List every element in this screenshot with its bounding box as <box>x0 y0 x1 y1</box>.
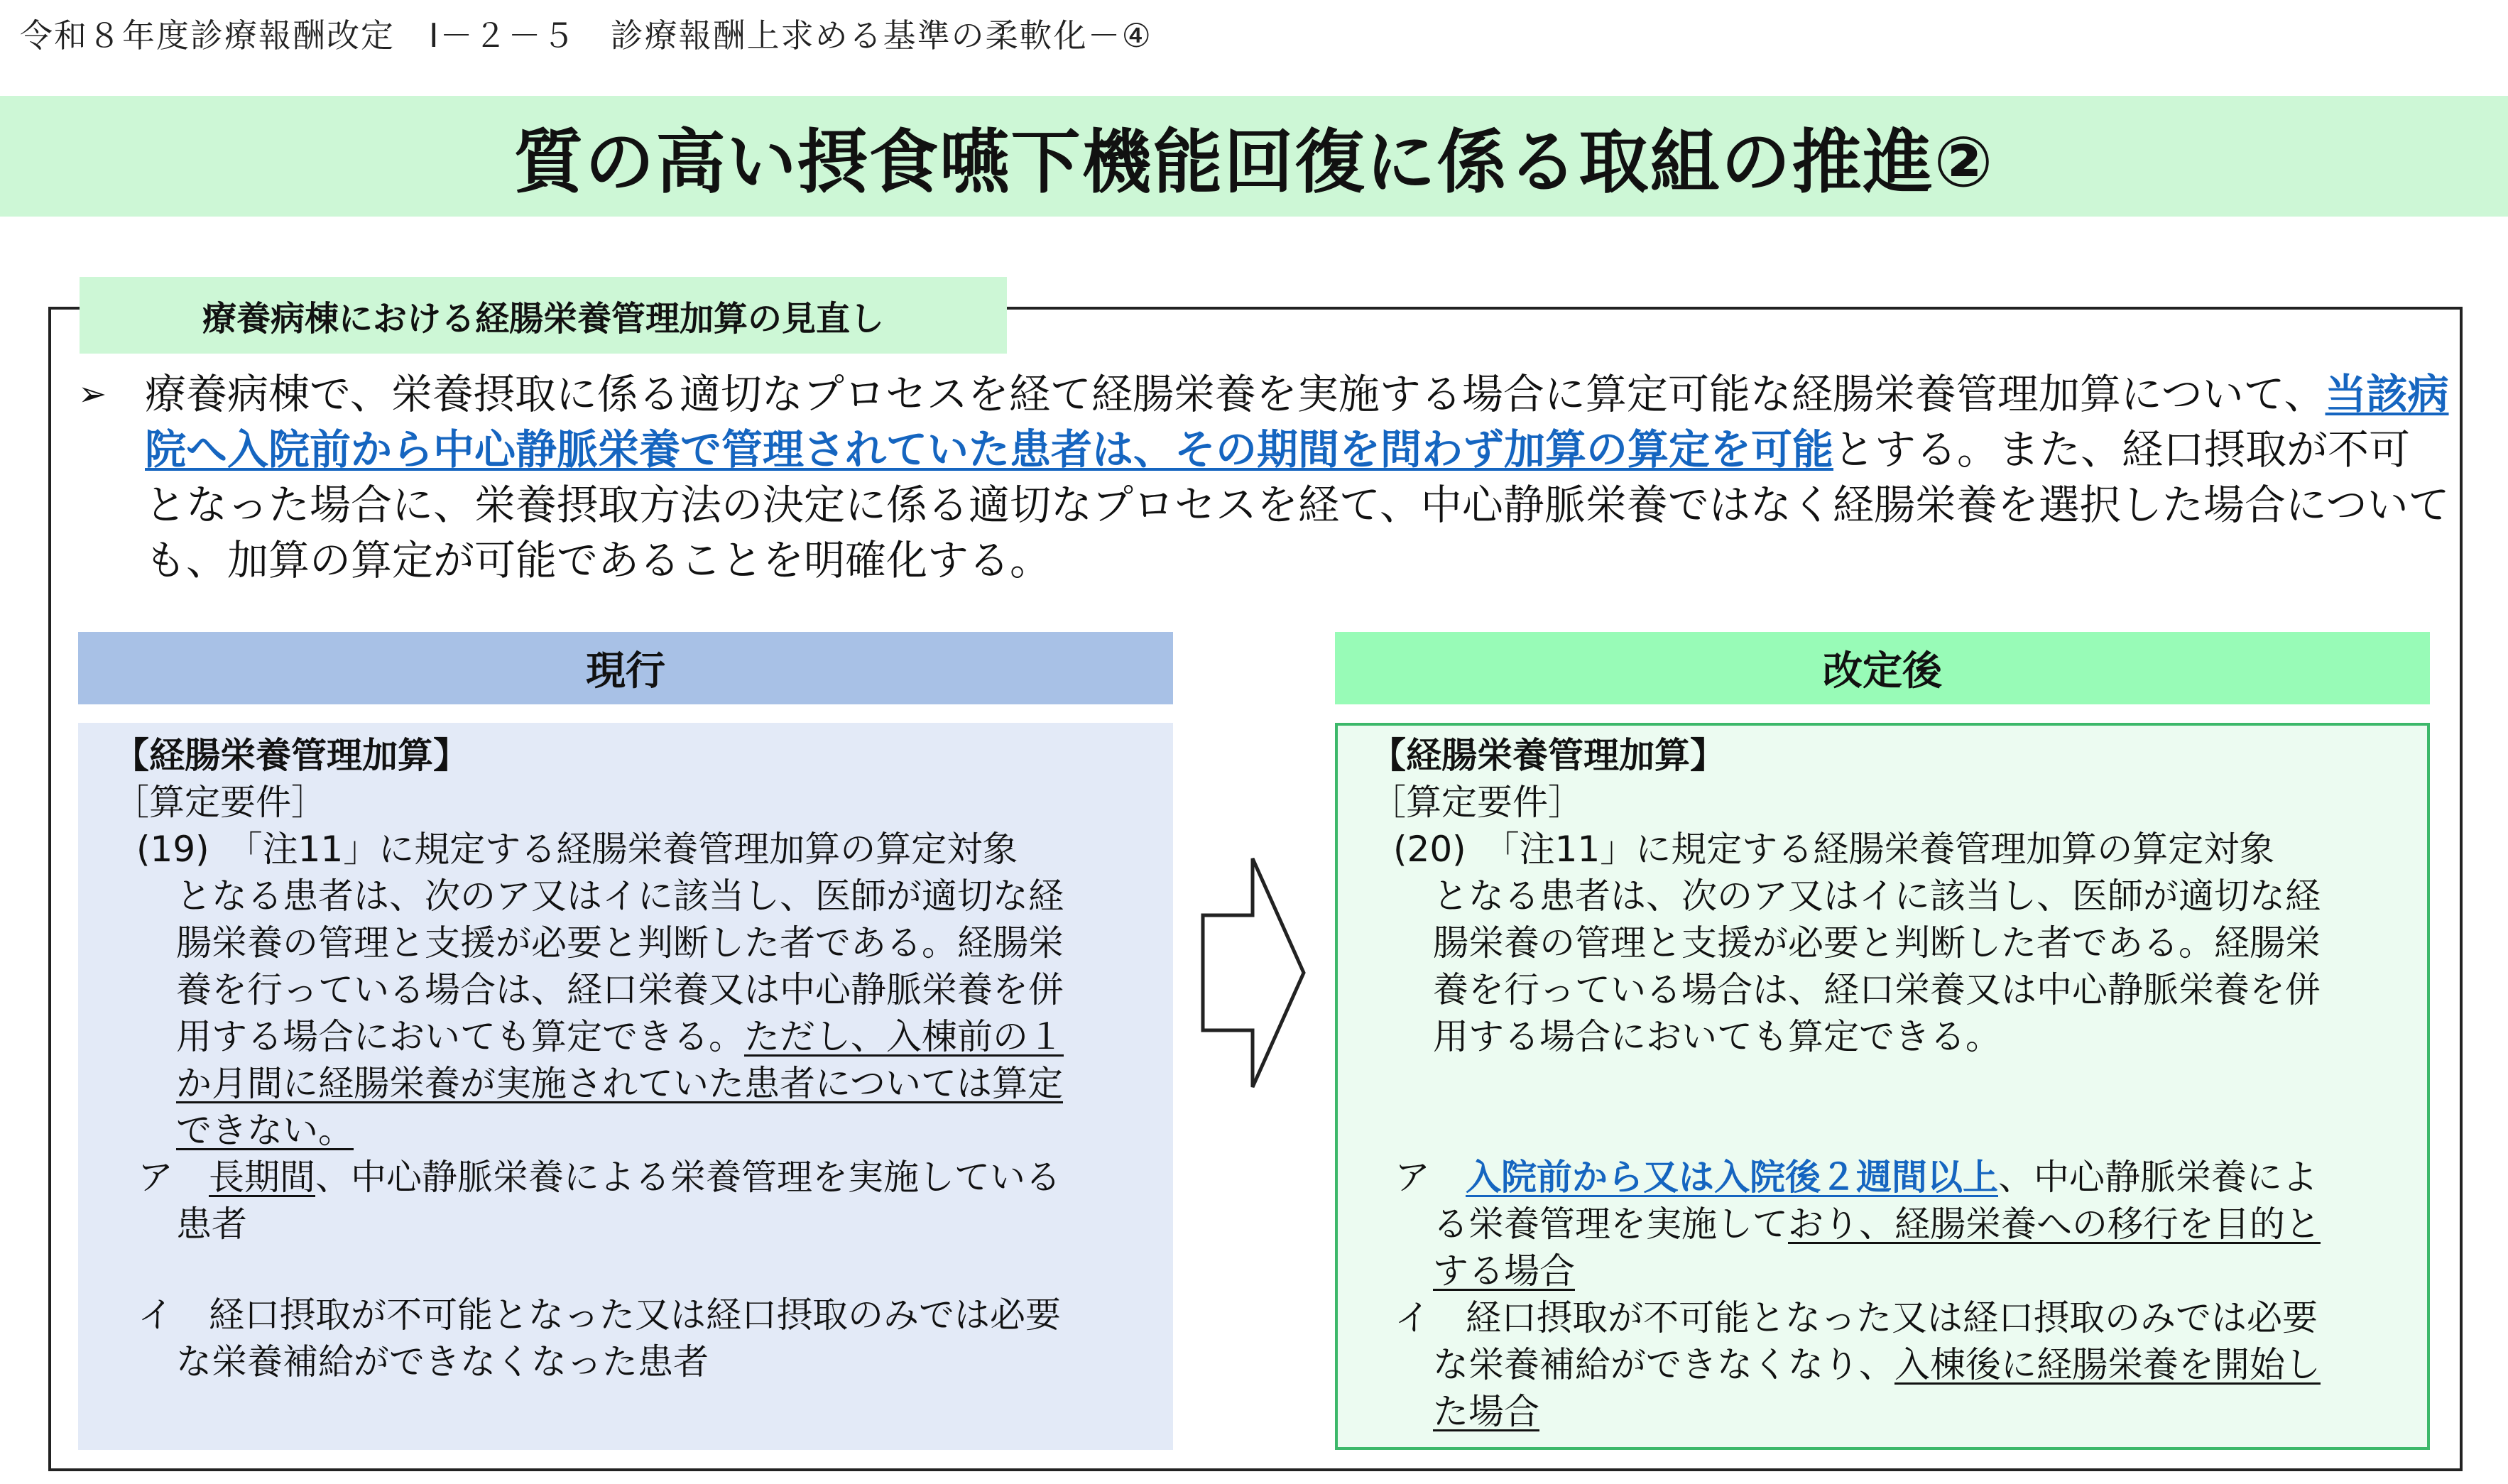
revised-line-2: となる患者は、次のア又はイに該当し、医師が適切な経 <box>1433 875 2321 917</box>
bullet-arrow-icon: ➢ <box>78 374 107 414</box>
header-breadcrumb: 令和８年度診療報酬改定 Ⅰ－２－５ 診療報酬上求める基準の柔軟化－④ <box>20 16 1152 55</box>
current-line-2: となる患者は、次のア又はイに該当し、医師が適切な経 <box>176 875 1064 917</box>
current-line-5 <box>176 1013 1064 1061</box>
revised-line-1: (20) 「注11」に規定する経腸栄養管理加算の算定対象 <box>1393 829 2275 870</box>
revised-title: 【経腸栄養管理加算】 <box>1370 735 1725 776</box>
revised-heading: 改定後 <box>1335 632 2430 704</box>
revised-line-3: 腸栄養の管理と支援が必要と判断した者である。経腸栄 <box>1433 922 2321 964</box>
current-item-i-line-2: な栄養補給ができなくなった患者 <box>176 1341 709 1382</box>
revised-item-i <box>1395 1294 2318 1342</box>
current-item-a-line-2: 患者 <box>176 1204 247 1245</box>
current-line-5a: 用する場合においても算定できる。 <box>176 1016 744 1057</box>
current-line-5b: ただし、入棟前の１ <box>744 1016 1064 1057</box>
current-item-i-mark: イ <box>138 1294 173 1336</box>
revised-item-a <box>1395 1153 2318 1201</box>
section-label: 療養病棟における経腸栄養管理加算の見直し <box>80 277 1007 354</box>
revised-item-i-line-2a: な栄養補給ができなくなり、 <box>1433 1344 1894 1385</box>
current-item-i <box>138 1291 1061 1339</box>
revised-item-a-line-2b: おり、経腸栄養への移行を目的と <box>1788 1204 2321 1245</box>
current-title: 【経腸栄養管理加算】 <box>114 735 469 776</box>
current-item-a-mark: ア <box>138 1157 173 1198</box>
revised-subtitle: ［算定要件］ <box>1370 782 1583 823</box>
current-subtitle: ［算定要件］ <box>114 782 327 823</box>
revised-item-a-line-2 <box>1433 1200 2321 1248</box>
current-item-a-rest: 、中心静脈栄養による栄養管理を実施している <box>315 1157 1061 1198</box>
revised-item-a-rest: 、中心静脈栄養によ <box>1998 1157 2318 1198</box>
page-title: 質の高い摂食嚥下機能回復に係る取組の推進② <box>513 121 1995 203</box>
revised-item-a-line-3: する場合 <box>1433 1250 1575 1292</box>
current-heading: 現行 <box>78 632 1173 704</box>
summary-paragraph <box>78 366 2450 588</box>
revised-item-i-line-2b: 入棟後に経腸栄養を開始し <box>1894 1344 2321 1385</box>
revised-item-a-mark: ア <box>1395 1157 1430 1198</box>
current-line-6: か月間に経腸栄養が実施されていた患者については算定 <box>176 1063 1063 1104</box>
current-item-a <box>138 1153 1061 1201</box>
current-line-1: (19) 「注11」に規定する経腸栄養管理加算の算定対象 <box>136 829 1018 870</box>
revised-item-i-line-1: 経口摂取が不可能となった又は経口摂取のみでは必要 <box>1466 1297 2318 1338</box>
current-line-3: 腸栄養の管理と支援が必要と判断した者である。経腸栄 <box>176 922 1064 964</box>
revised-panel <box>1335 723 2430 1450</box>
revised-item-a-highlight: 入院前から又は入院後２週間以上 <box>1466 1157 1998 1198</box>
revised-item-i-line-3: た場合 <box>1433 1391 1539 1432</box>
summary-part1: 療養病棟で、栄養摂取に係る適切なプロセスを経て経腸栄養を実施する場合に算定可能な経腸栄養管理加算について、 <box>145 370 2326 418</box>
current-item-i-line-1: 経口摂取が不可能となった又は経口摂取のみでは必要 <box>209 1294 1061 1336</box>
summary-text <box>145 366 2450 588</box>
revised-item-a-line-2a: る栄養管理を実施して <box>1433 1204 1788 1245</box>
current-item-a-underline: 長期間 <box>209 1157 315 1198</box>
revised-line-5: 用する場合においても算定できる。 <box>1433 1016 2001 1057</box>
current-panel <box>78 723 1173 1450</box>
revised-item-i-line-2 <box>1433 1341 2321 1389</box>
summary-highlight: 当該病院へ入院前から中心静脈栄養で管理されていた患者は、その期間を問わず加算の算定を可能 <box>145 370 2449 474</box>
current-line-7: できない。 <box>176 1110 354 1151</box>
title-band <box>0 96 2508 217</box>
right-arrow-icon <box>1200 856 1307 1090</box>
summary-part2: とする。また、経口摂取が不可となった場合に、栄養摂取方法の決定に係る適切なプロセスを経て、中心静脈栄養ではなく経腸栄養を選択した場合についても、加算の算定が可能であることを明確化する。 <box>145 425 2450 584</box>
revised-line-4: 養を行っている場合は、経口栄養又は中心静脈栄養を併 <box>1433 969 2321 1010</box>
revised-item-i-mark: イ <box>1395 1297 1430 1338</box>
current-line-4: 養を行っている場合は、経口栄養又は中心静脈栄養を併 <box>176 969 1064 1010</box>
